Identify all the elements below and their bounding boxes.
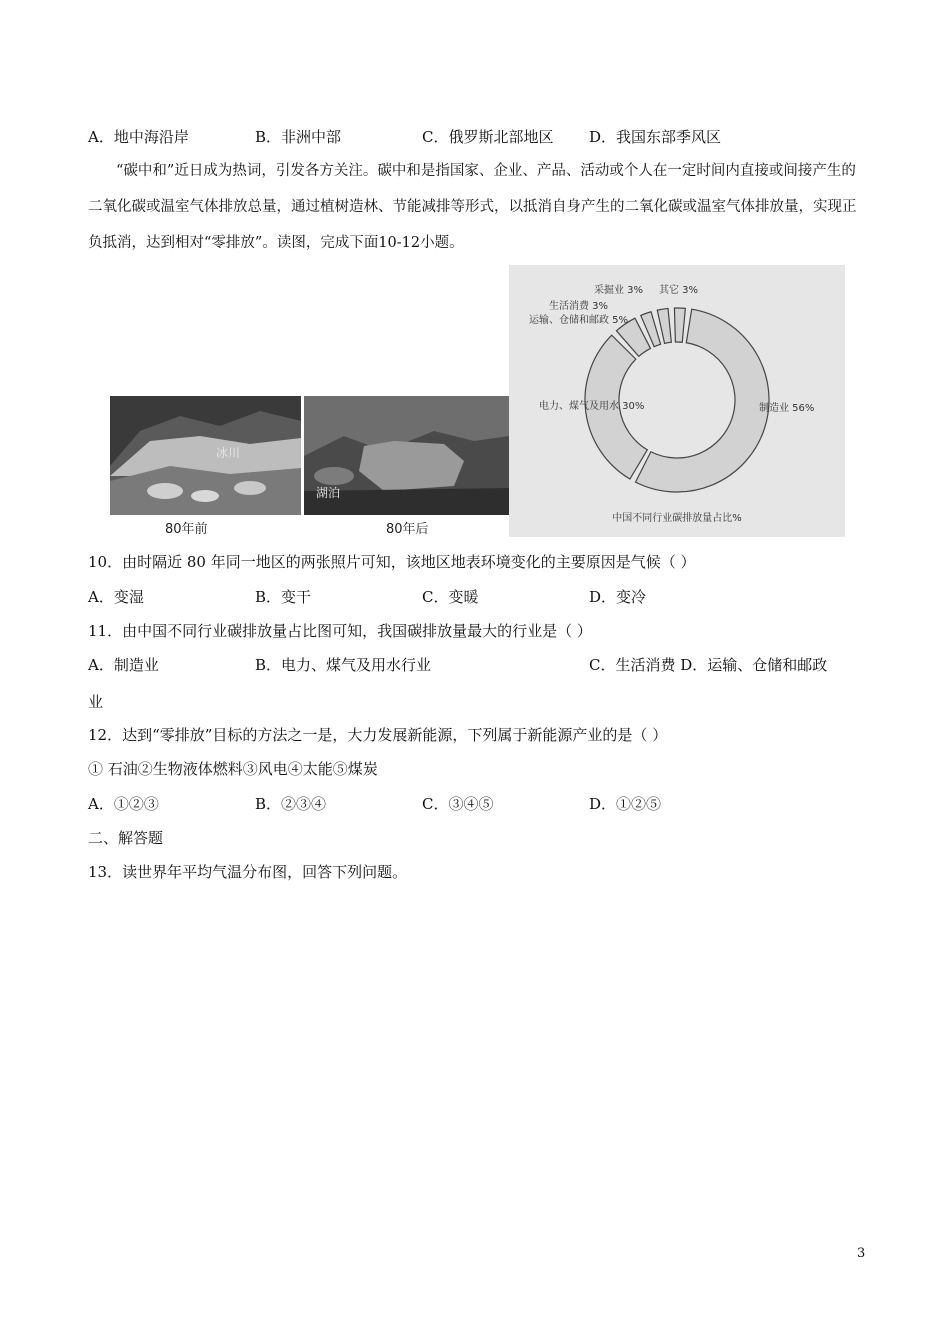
q10-option-a[interactable]: A．变湿: [88, 588, 144, 606]
section-heading: 二、解答题: [88, 829, 164, 847]
glacier-photo: [110, 396, 301, 515]
q11-wrap: 业: [88, 693, 104, 711]
q11-option-cd[interactable]: C．生活消费 D．运输、仓储和邮政: [589, 656, 828, 674]
chart-title: 中国不同行业碳排放量占比%: [612, 513, 742, 524]
photo-caption-before: 80年前: [165, 522, 208, 537]
q12-items: ① 石油②生物液体燃料③风电④太能⑤煤炭: [88, 760, 378, 778]
q12-option-b[interactable]: B．②③④: [255, 795, 327, 813]
glacier-label: 冰川: [216, 446, 241, 460]
q11-option-a[interactable]: A．制造业: [88, 656, 159, 674]
page-number: 3: [857, 1246, 866, 1261]
slice-label-1: 电力、煤气及用水 30%: [539, 401, 645, 412]
slice-label-5: 其它 3%: [659, 285, 699, 296]
slice-label-4: 采掘业 3%: [594, 285, 644, 296]
q12-stem: 12．达到“零排放”目标的方法之一是，大力发展新能源，下列属于新能源产业的是（ ）: [88, 726, 668, 744]
q10-option-b[interactable]: B．变干: [255, 588, 312, 606]
option-b[interactable]: B．非洲中部: [255, 128, 342, 146]
lake-label: 湖泊: [316, 486, 341, 500]
q10-option-c[interactable]: C．变暖: [422, 588, 479, 606]
emission-donut-chart: [509, 265, 845, 537]
slice-label-0: 制造业 56%: [759, 403, 815, 414]
slice-label-3: 生活消费 3%: [549, 301, 609, 312]
q11-option-b[interactable]: B．电力、煤气及用水行业: [255, 656, 432, 674]
q12-option-d[interactable]: D．①②⑤: [589, 795, 662, 813]
intro-paragraph: “碳中和”近日成为热词，引发各方关注。碳中和是指国家、企业、产品、活动或个人在一定时间内直接或间接产生的二氧化碳或温室气体排放总量，通过植树造林、节能减排等形式，以抵消自身产生的二氧化碳或温室气体排放量，实现正负抵消，达到相对“零排放”。读图，完成下面10-12小题。: [88, 163, 857, 251]
q11-stem: 11．由中国不同行业碳排放量占比图可知，我国碳排放量最大的行业是（ ）: [88, 622, 592, 640]
emission-chart: [509, 265, 845, 537]
q10-option-d[interactable]: D．变冷: [589, 588, 647, 606]
option-d[interactable]: D．我国东部季风区: [589, 128, 722, 146]
q13-stem: 13．读世界年平均气温分布图，回答下列问题。: [88, 863, 408, 881]
option-a[interactable]: A．地中海沿岸: [88, 128, 189, 146]
q12-option-a[interactable]: A．①②③: [88, 795, 159, 813]
q10-stem: 10．由时隔近 80 年同一地区的两张照片可知，该地区地表环境变化的主要原因是气候（ ）: [88, 553, 696, 571]
slice-label-2: 运输、仓储和邮政 5%: [529, 315, 629, 326]
glacier-photo-image: [110, 396, 301, 515]
q12-option-c[interactable]: C．③④⑤: [422, 795, 494, 813]
lake-photo: [304, 396, 509, 515]
slice-5: [674, 308, 685, 342]
photo-caption-after: 80年后: [386, 522, 429, 537]
option-c[interactable]: C．俄罗斯北部地区: [422, 128, 554, 146]
